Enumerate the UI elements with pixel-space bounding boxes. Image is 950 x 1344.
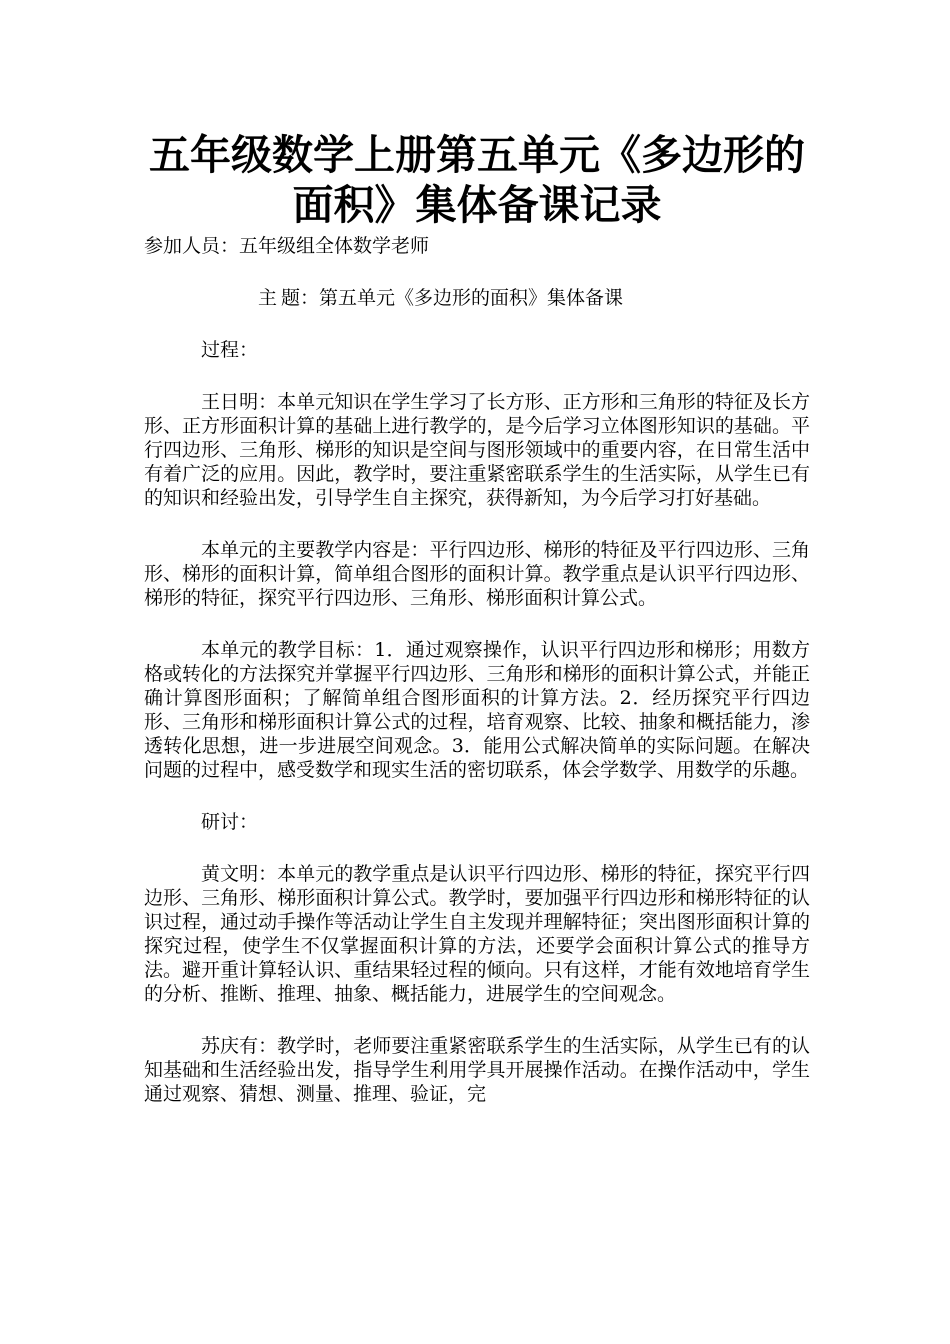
attendees-line: 参加人员：五年级组全体数学老师	[144, 235, 430, 257]
discussion-heading: 研讨：	[201, 811, 259, 833]
paragraph-main-content: 本单元的主要教学内容是：平行四边形、梯形的特征及平行四边形、三角形、梯形的面积计算，简单组合图形的面积计算。教学重点是认识平行四边形、梯形的特征，探究平行四边形、三角形、梯形面积计算公式。	[144, 539, 810, 609]
paragraph-wang-riming: 王日明：本单元知识在学生学习了长方形、正方形和三角形的特征及长方形、正方形面积计算的基础上进行教学的，是今后学习立体图形知识的基础。平行四边形、三角形、梯形的知识是空间与图形领域中的重要内容，在日常生活中有着广泛的应用。因此，教学时，要注重紧密联系学生的生活实际，从学生已有的知识和经验出发，引导学生自主探究，获得新知，为今后学习打好基础。	[144, 391, 810, 509]
paragraph-huang-wenming: 黄文明：本单元的教学重点是认识平行四边形、梯形的特征，探究平行四边形、三角形、梯形面积计算公式。教学时，要加强平行四边形和梯形特征的认识过程，通过动手操作等活动让学生自主发现并理解特征；突出图形面积计算的探究过程，使学生不仅掌握面积计算的方法，还要学会面积计算公式的推导方法。避开重计算轻认识、重结果轻过程的倾向。只有这样，才能有效地培育学生的分析、推断、推理、抽象、概括能力，进展学生的空间观念。	[144, 863, 810, 1005]
paragraph-teaching-goals: 本单元的教学目标：1．通过观察操作，认识平行四边形和梯形；用数方格或转化的方法探究并掌握平行四边形、三角形和梯形的面积计算公式，并能正确计算图形面积；了解简单组合图形面积的计算方法。2．经历探究平行四边形、三角形和梯形面积计算公式的过程，培育观察、比较、抽象和概括能力，渗透转化思想，进一步进展空间观念。3．能用公式解决简单的实际问题。在解决问题的过程中，感受数学和现实生活的密切联系，体会学数学、用数学的乐趣。	[144, 639, 810, 781]
paragraph-su-qingyou: 苏庆有：教学时，老师要注重紧密联系学生的生活实际，从学生已有的认知基础和生活经验出发，指导学生利用学具开展操作活动。在操作活动中，学生通过观察、猜想、测量、推理、验证，完	[144, 1035, 810, 1105]
document-page	[144, 120, 810, 1106]
topic-value: 题：第五单元《多边形的面积》集体备课	[281, 287, 624, 309]
topic-label: 主	[258, 287, 278, 309]
process-heading: 过程：	[201, 339, 259, 361]
topic-line	[144, 286, 810, 310]
document-title: 五年级数学上册第五单元《多边形的面积》集体备课记录	[149, 131, 805, 229]
